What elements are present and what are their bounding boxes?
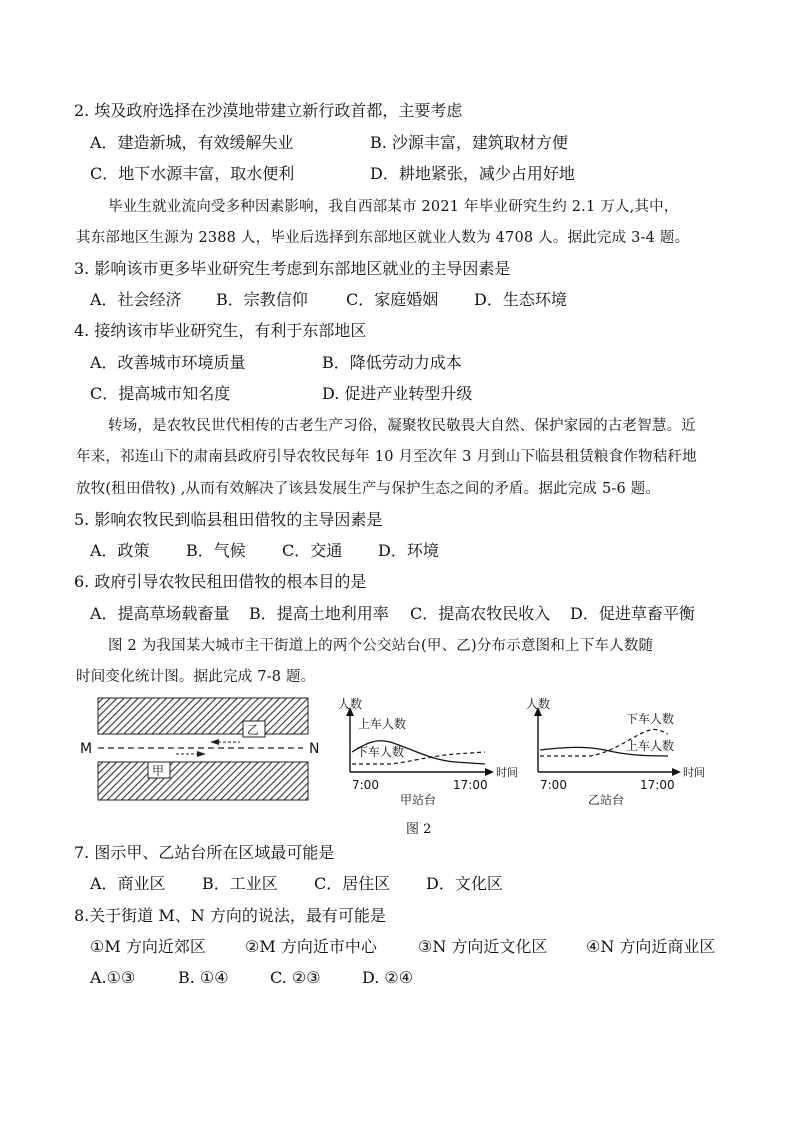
q3-stem: 3. 影响该市更多毕业研究生考虑到东部地区就业的主导因素是: [74, 259, 511, 278]
chart-jia-x-arrow-icon: [485, 768, 494, 776]
stop-jia-label: 甲: [152, 764, 165, 778]
q2-option-d: D．耕地紧张，减少占用好地: [370, 164, 575, 183]
q4-option-d: D. 促进产业转型升级: [322, 384, 473, 403]
q3-option-a: A．社会经济: [90, 290, 182, 309]
q6-option-a: A．提高草场载畜量: [90, 604, 230, 623]
material-5-6-line2: 年来，祁连山下的肃南县政府引导农牧民每年 10 月至次年 3 月到山下临县租赁粮食作物秸秆地: [76, 449, 697, 465]
material-7-8-line1: 图 2 为我国某大城市主干街道上的两个公交站台(甲、乙)分布示意图和上下车人数随: [108, 638, 654, 654]
chart-yi-title: 乙站台: [588, 793, 625, 807]
q3-option-d: D．生态环境: [474, 290, 567, 309]
chart-yi-x-tick-1700: 17:00: [640, 778, 675, 792]
q8-statement-2: ②M 方向近市中心: [245, 937, 377, 956]
chart-jia-x-label: 时间: [496, 766, 518, 779]
chart-jia-x-tick-1700: 17:00: [453, 778, 488, 792]
q2-option-b: B. 沙源丰富，建筑取材方便: [370, 133, 568, 152]
material-5-6-line1: 转场，是农牧民世代相传的古老生产习俗，凝聚牧民敬畏大自然、保护家园的古老智慧。近: [108, 418, 696, 434]
n-direction-label: N: [309, 741, 320, 757]
chart-jia-title: 甲站台: [400, 793, 437, 807]
q5-option-b: B．气候: [186, 541, 246, 560]
q8-stem: 8.关于街道 M、N 方向的说法，最有可能是: [74, 906, 386, 925]
q7-option-c: C．居住区: [314, 874, 391, 893]
q3-option-b: B．宗教信仰: [216, 290, 308, 309]
q8-statement-1: ①M 方向近郊区: [90, 937, 206, 956]
q7-stem: 7. 图示甲、乙站台所在区域最可能是: [74, 843, 335, 862]
chart-jia-alighting-label: 下车人数: [356, 745, 405, 759]
m-direction-label: M: [80, 741, 93, 757]
q2-option-a: A．建造新城，有效缓解失业: [90, 133, 294, 152]
q6-stem: 6. 政府引导农牧民租田借牧的根本目的是: [74, 572, 367, 591]
material-3-4-line1: 毕业生就业流向受多种因素影响，我自西部某市 2021 年毕业研究生约 2.1 万人,其中，: [108, 199, 679, 215]
chart-jia-x-tick-0700: 7:00: [352, 778, 379, 792]
q2-stem: 2. 埃及政府选择在沙漠地带建立新行政首都，主要考虑: [74, 101, 463, 120]
q8-statement-3: ③N 方向近文化区: [418, 937, 548, 956]
q5-option-d: D．环境: [378, 541, 439, 560]
material-3-4-line2: 其东部地区生源为 2388 人，毕业后选择到东部地区就业人数为 4708 人。据此完成 3-4 题。: [76, 230, 690, 246]
material-5-6-line3: 放牧(租田借牧) ,从而有效解决了该县发展生产与保护生态之间的矛盾。据此完成 5-6 题。: [76, 481, 661, 497]
q8-statement-4: ④N 方向近商业区: [586, 937, 716, 956]
q4-option-b: B．降低劳动力成本: [322, 353, 462, 372]
westbound-arrow-icon: [210, 739, 240, 745]
q8-option-a: A.①③: [90, 968, 136, 987]
eastbound-arrow-icon: [176, 751, 206, 757]
q7-option-b: B．工业区: [202, 874, 278, 893]
q8-option-c: C. ②③: [270, 968, 321, 987]
q4-option-a: A．改善城市环境质量: [90, 353, 246, 372]
q6-option-b: B．提高土地利用率: [249, 604, 389, 623]
q5-stem: 5. 影响农牧民到临县租田借牧的主导因素是: [74, 510, 383, 529]
chart-yi-x-arrow-icon: [672, 768, 681, 776]
chart-jia-station: [330, 694, 530, 809]
q3-option-c: C．家庭婚姻: [346, 290, 439, 309]
chart-yi-x-tick-0700: 7:00: [540, 778, 567, 792]
q4-stem: 4. 接纳该市毕业研究生，有利于东部地区: [74, 321, 367, 340]
q2-option-c: C．地下水源丰富，取水便利: [90, 164, 295, 183]
q6-option-c: C．提高农牧民收入: [410, 604, 551, 623]
chart-yi-station: [520, 694, 720, 809]
chart-yi-x-label: 时间: [683, 766, 705, 779]
figure-caption: 图 2: [406, 822, 432, 837]
chart-jia-boarding-label: 上车人数: [358, 717, 407, 731]
q5-option-c: C．交通: [282, 541, 343, 560]
q5-option-a: A．政策: [90, 541, 150, 560]
street-map-diagram: [78, 694, 328, 804]
building-block-north: [98, 698, 308, 734]
q4-option-c: C．提高城市知名度: [90, 384, 231, 403]
chart-yi-boarding-label: 上车人数: [626, 739, 675, 753]
q6-option-d: D．促进草畜平衡: [570, 604, 695, 623]
material-7-8-line2: 时间变化统计图。据此完成 7-8 题。: [76, 669, 316, 685]
chart-yi-alighting-label: 下车人数: [626, 712, 675, 726]
q7-option-a: A．商业区: [90, 874, 166, 893]
chart-jia-y-label: 人数: [338, 697, 363, 711]
q8-option-d: D. ②④: [362, 968, 414, 987]
stop-yi-label: 乙: [247, 723, 260, 737]
chart-yi-y-label: 人数: [526, 697, 551, 711]
q8-option-b: B. ①④: [178, 968, 229, 987]
q7-option-d: D．文化区: [426, 874, 503, 893]
building-block-south: [98, 762, 308, 800]
